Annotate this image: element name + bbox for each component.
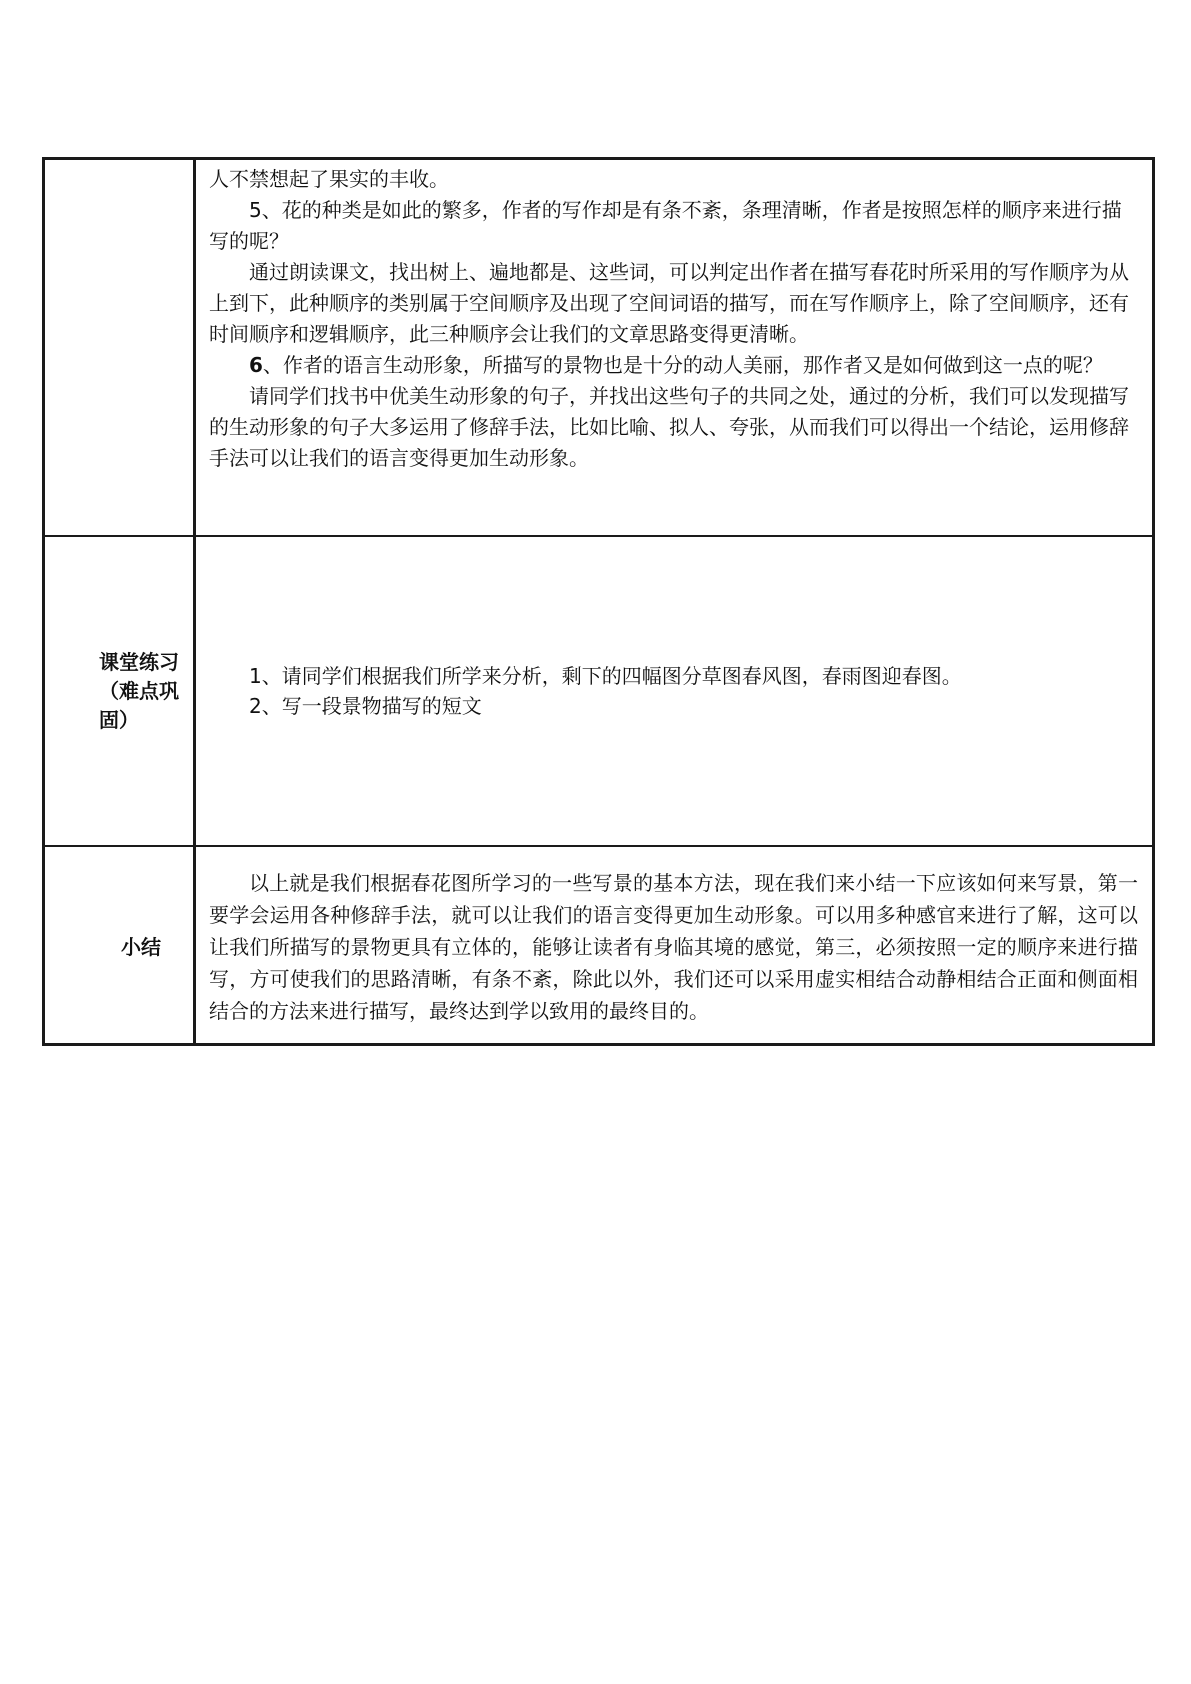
paragraph-question-6 [209,350,1138,381]
summary-text: 以上就是我们根据春花图所学习的一些写景的基本方法，现在我们来小结一下应该如何来写景，第一要学会运用各种修辞手法，就可以让我们的语言变得更加生动形象。可以用多种感官来进行了解，这可以让我们所描写的景物更具有立体的，能够让读者有身临其境的感觉，第三，必须按照一定的顺序来进行描写，方可使我们的思路清晰，有条不紊，除此以外，我们还可以采用虚实相结合动静相结合正面和侧面相结合的方法来进行描写，最终达到学以致用的最终目的。 [209,871,1138,1023]
paragraph-fruit-harvest: 人不禁想起了果实的丰收。 [209,167,449,191]
paragraph-question-5: 5、花的种类是如此的繁多，作者的写作却是有条不紊，条理清晰，作者是按照怎样的顺序来进行描写的呢？ [209,198,1122,253]
label-summary: 小结 [121,934,161,959]
row-label-empty [44,159,195,537]
label-practice-sub: （难点巩固） [99,678,179,732]
table-row-teaching-process [44,159,1154,537]
row-label-classroom-practice [44,536,195,846]
row-content-teaching-process [195,159,1154,537]
practice-item-2: 2、写一段景物描写的短文 [249,694,482,718]
question-6-number: 6 [249,353,263,377]
row-content-summary [195,846,1154,1045]
table-row-summary [44,846,1154,1045]
question-6-text: 、作者的语言生动形象，所描写的景物也是十分的动人美丽，那作者又是如何做到这一点的呢？ [262,353,1103,377]
row-label-summary [44,846,195,1045]
label-practice-head: 课堂练习 [99,649,179,674]
paragraph-rhetoric: 请同学们找书中优美生动形象的句子，并找出这些句子的共同之处，通过的分析，我们可以发现描写的生动形象的句子大多运用了修辞手法，比如比喻、拟人、夸张，从而我们可以得出一个结论，运用修辞手法可以让我们的语言变得更加生动形象。 [209,384,1129,470]
paragraph-writing-order: 通过朗读课文，找出树上、遍地都是、这些词，可以判定出作者在描写春花时所采用的写作顺序为从上到下，此种顺序的类别属于空间顺序及出现了空间词语的描写，而在写作顺序上，除了空间顺序，还有时间顺序和逻辑顺序，此三种顺序会让我们的文章思路变得更清晰。 [209,260,1129,346]
lesson-plan-table [42,157,1155,1046]
row-content-classroom-practice [195,536,1154,846]
table-row-classroom-practice [44,536,1154,846]
practice-item-1: 1、请同学们根据我们所学来分析，剩下的四幅图分草图春风图，春雨图迎春图。 [249,664,962,688]
